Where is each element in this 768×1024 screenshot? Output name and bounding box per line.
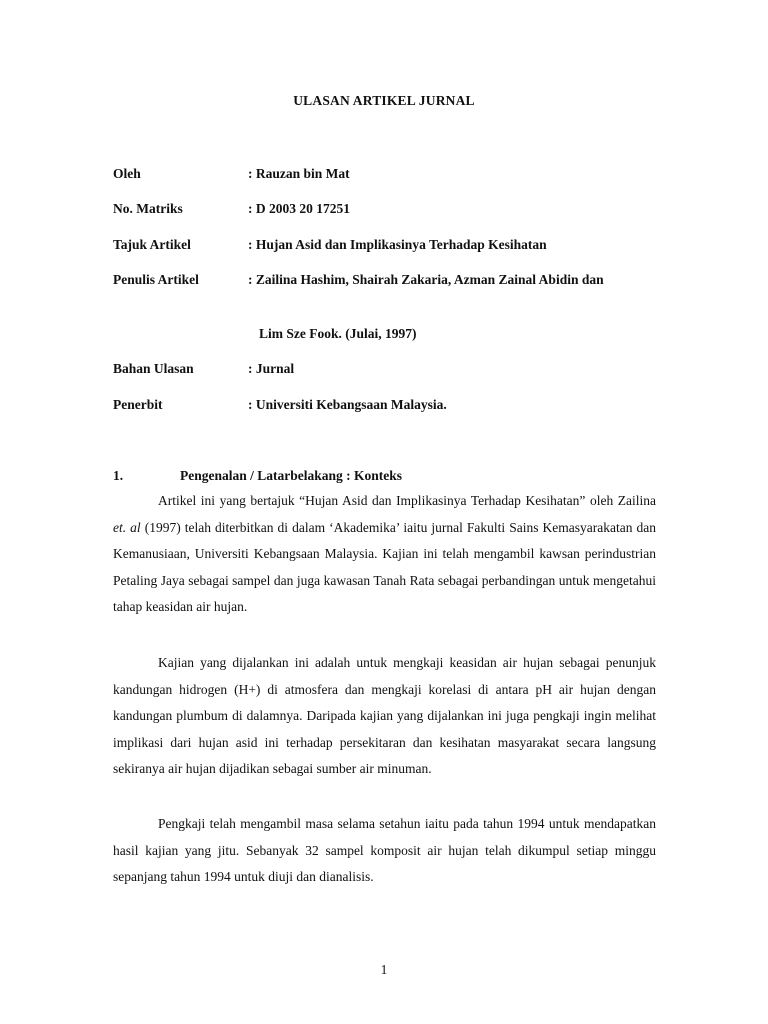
paragraph-1-text-start: Artikel ini yang bertajuk “Hujan Asid dan Implikasinya Terhadap Kesihatan” oleh Zailina — [158, 493, 656, 508]
meta-value: : Jurnal — [248, 361, 295, 376]
section-heading: Pengenalan / Latarbelakang : Konteks — [180, 468, 403, 483]
meta-value-continuation: Lim Sze Fook. (Julai, 1997) — [259, 326, 417, 341]
meta-label: Penerbit — [113, 397, 163, 412]
page-number: 1 — [380, 962, 388, 977]
meta-label: Oleh — [113, 166, 141, 181]
paragraph-1-italic: et. al — [113, 519, 141, 535]
meta-label: Bahan Ulasan — [113, 361, 194, 376]
paragraph-2: Kajian yang dijalankan ini adalah untuk mengkaji keasidan air hujan sebagai penunjuk kandungan hidrogen (H+) di atmosfera dan mengkaji korelasi di antara pH air hujan dengan kandungan plumbum di dalamnya. Daripada kajian yang dijalankan ini juga pengkaji ingin melihat implikasi dari hujan asid ini terhadap persekitaran dan kesihatan masyarakat secara langsung sekiranya air hujan dijadikan sebagai sumber air minuman. — [113, 655, 656, 776]
paragraph-1-text-end: (1997) telah diterbitkan di dalam ‘Akademika’ iaitu jurnal Fakulti Sains Kemasyarakatan dan Kemanusiaan, Universiti Kebangsaan Malaysia. Kajian ini telah mengambil kawsan perindustrian Petaling Jaya sebagai sampel dan juga kawasan Tanah Rata sebagai perbandingan untuk mengetahui tahap keasidan air hujan. — [113, 519, 656, 614]
paragraph-1 — [113, 488, 656, 621]
meta-value: : D 2003 20 17251 — [248, 201, 350, 216]
document-title: ULASAN ARTIKEL JURNAL — [293, 93, 475, 108]
meta-label: Tajuk Artikel — [113, 237, 191, 252]
meta-value: : Rauzan bin Mat — [248, 166, 350, 181]
meta-value: : Zailina Hashim, Shairah Zakaria, Azman Zainal Abidin dan — [248, 272, 604, 287]
meta-label: No. Matriks — [113, 201, 183, 216]
paragraph-3: Pengkaji telah mengambil masa selama setahun iaitu pada tahun 1994 untuk mendapatkan hasil kajian yang jitu. Sebanyak 32 sampel komposit air hujan telah dikumpul setiap minggu sepanjang tahun 1994 untuk diuji dan dianalisis. — [113, 816, 656, 884]
section-number: 1. — [113, 468, 124, 483]
meta-value: : Hujan Asid dan Implikasinya Terhadap Kesihatan — [248, 237, 547, 252]
meta-label: Penulis Artikel — [113, 272, 199, 287]
meta-value: : Universiti Kebangsaan Malaysia. — [248, 397, 447, 412]
